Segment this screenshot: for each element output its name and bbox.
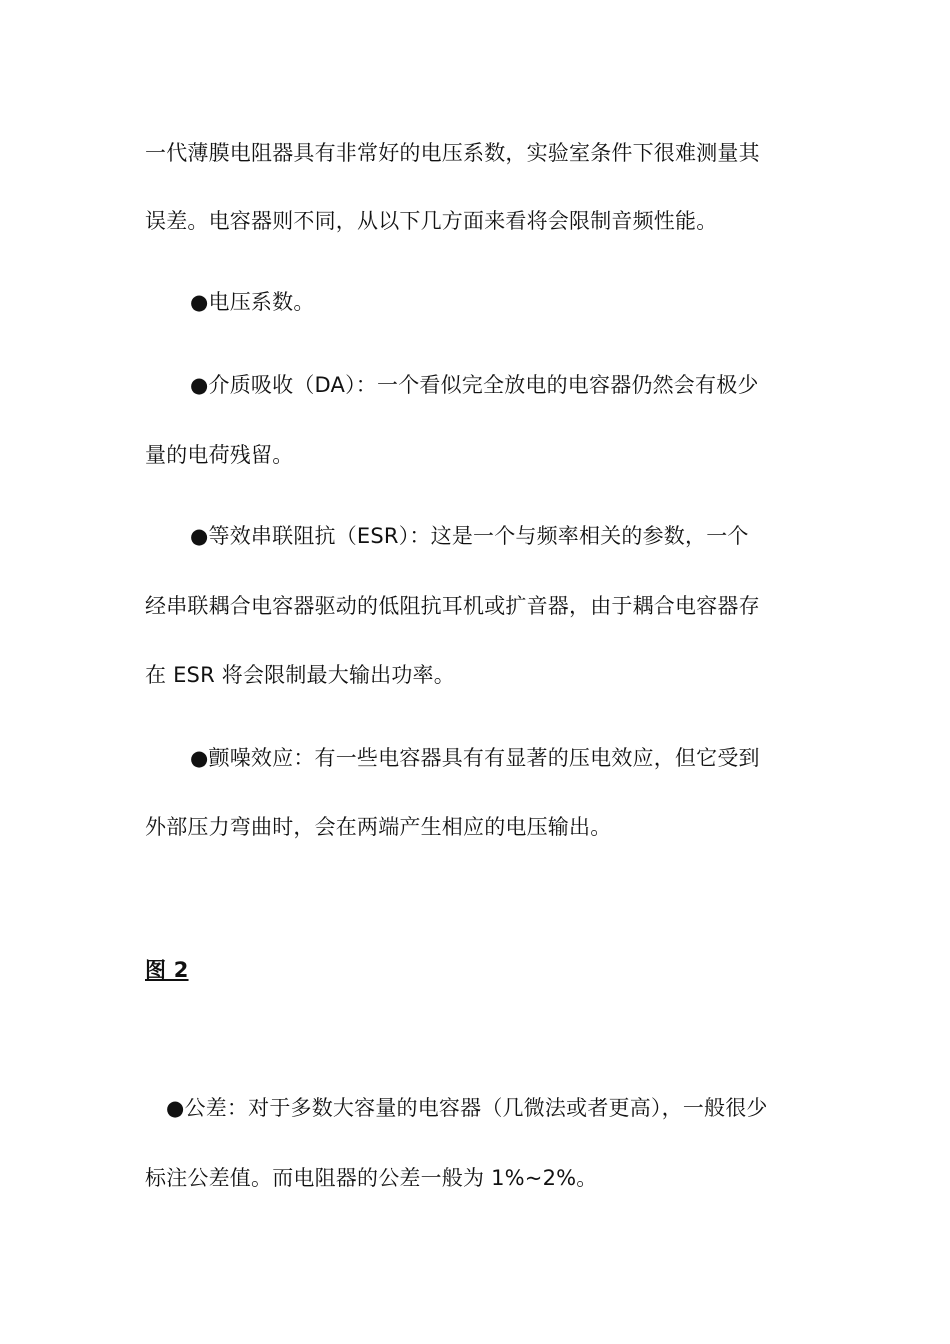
bullet-microphonics: ●颤噪效应：有一些电容器具有有显著的压电效应，但它受到 — [190, 746, 760, 770]
paragraph-line: 误差。电容器则不同，从以下几方面来看将会限制音频性能。 — [145, 209, 718, 233]
figure-label: 图 2 — [145, 958, 189, 982]
paragraph-line: 在 ESR 将会限制最大输出功率。 — [145, 663, 455, 687]
bullet-voltage-coefficient: ●电压系数。 — [190, 290, 315, 314]
paragraph-line: 标注公差值。而电阻器的公差一般为 1%~2%。 — [145, 1166, 598, 1190]
bullet-esr: ●等效串联阻抗（ESR）：这是一个与频率相关的参数，一个 — [190, 524, 749, 548]
paragraph-line: 量的电荷残留。 — [145, 443, 294, 467]
paragraph-line: 外部压力弯曲时，会在两端产生相应的电压输出。 — [145, 815, 612, 839]
bullet-dielectric-absorption: ●介质吸收（DA）：一个看似完全放电的电容器仍然会有极少 — [190, 373, 759, 397]
paragraph-line: 经串联耦合电容器驱动的低阻抗耳机或扩音器，由于耦合电容器存 — [145, 594, 760, 618]
paragraph-line: 一代薄膜电阻器具有非常好的电压系数，实验室条件下很难测量其 — [145, 141, 760, 165]
bullet-tolerance: ●公差：对于多数大容量的电容器（几微法或者更高），一般很少 — [166, 1096, 768, 1120]
